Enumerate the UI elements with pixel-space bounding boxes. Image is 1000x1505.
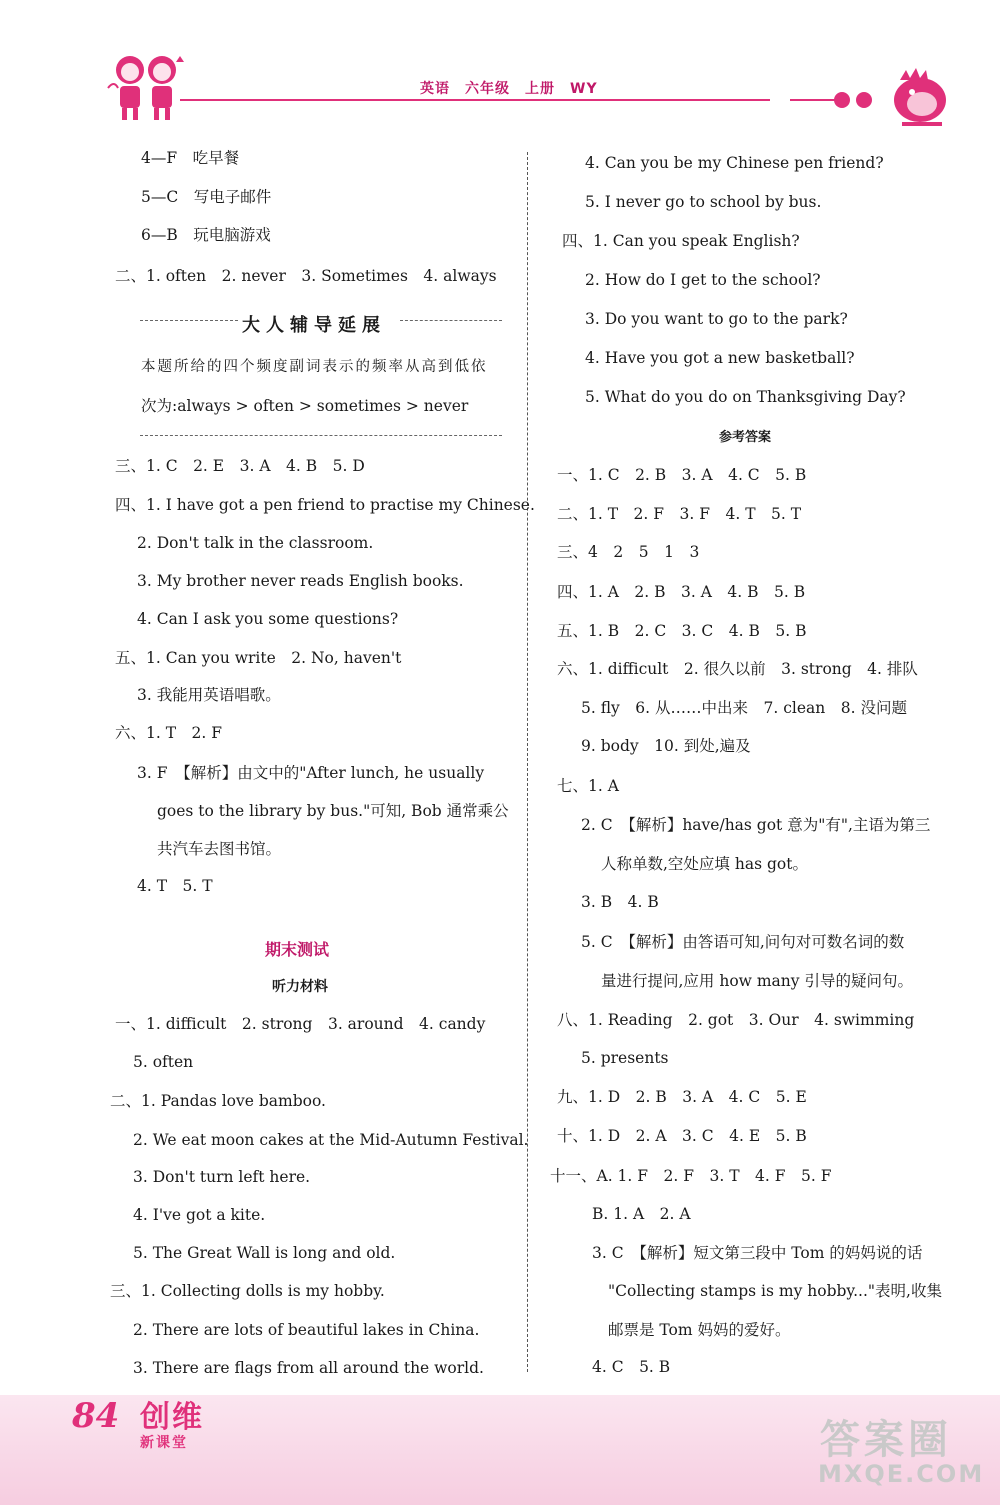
answer-line: 三、1. C 2. E 3. A 4. B 5. D	[115, 457, 365, 475]
brand-logo: 创维	[140, 1400, 204, 1435]
watermark-url: MXQE.COM	[818, 1460, 985, 1488]
answer-line: 3. Don't turn left here.	[133, 1168, 311, 1186]
answer-line: 4. Have you got a new basketball?	[585, 349, 855, 367]
answer-line: 邮票是 Tom 妈妈的爱好。	[608, 1321, 791, 1339]
answer-line: 2. Don't talk in the classroom.	[137, 534, 374, 552]
answer-line: 四、1. Can you speak English?	[562, 232, 800, 250]
answer-line: 四、1. I have got a pen friend to practise my Chinese.	[115, 496, 535, 514]
answer-line: 三、1. Collecting dolls is my hobby.	[110, 1282, 385, 1300]
answer-line: 9. body 10. 到处,遍及	[581, 737, 751, 755]
answer-line: 4. T 5. T	[137, 877, 213, 895]
answer-line: 三、4 2 5 1 3	[557, 543, 700, 561]
header-rule	[180, 99, 770, 101]
extension-text: 次为:always > often > sometimes > never	[141, 397, 469, 415]
extension-title: 大人辅导延展	[242, 315, 386, 336]
answer-line: 八、1. Reading 2. got 3. Our 4. swimming	[557, 1011, 915, 1029]
answer-line: 3. 我能用英语唱歌。	[137, 686, 281, 704]
answer-line: 2. There are lots of beautiful lakes in China.	[133, 1321, 480, 1339]
answer-line: 5. What do you do on Thanksgiving Day?	[585, 388, 906, 406]
answer-line: 5. presents	[581, 1049, 669, 1067]
answer-line: "Collecting stamps is my hobby..."表明,收集	[608, 1282, 942, 1300]
kids-logo-icon	[100, 48, 195, 123]
answer-line: 5—C 写电子邮件	[141, 188, 272, 206]
answer-line: 5. C 【解析】由答语可知,问句对可数名词的数	[581, 933, 905, 951]
answer-line: 人称单数,空处应填 has got。	[601, 855, 808, 873]
answer-line: 4. Can I ask you some questions?	[137, 610, 399, 628]
answer-line: 5. The Great Wall is long and old.	[133, 1244, 396, 1262]
answer-line: 5. often	[133, 1053, 194, 1071]
extension-text: 本题所给的四个频度副词表示的频率从高到低依	[141, 359, 488, 375]
answer-line: 4. I've got a kite.	[133, 1206, 266, 1224]
answers-title: 参考答案	[719, 430, 772, 445]
answer-line: 一、1. C 2. B 3. A 4. C 5. B	[557, 466, 807, 484]
answer-line: 4. C 5. B	[592, 1358, 671, 1376]
brand-subtitle: 新课堂	[140, 1435, 188, 1451]
answer-line: 五、1. Can you write 2. No, haven't	[115, 649, 402, 667]
header-title: 英语 六年级 上册 WY	[420, 81, 598, 97]
listening-title: 听力材料	[272, 979, 328, 995]
answer-line: 6—B 玩电脑游戏	[141, 226, 271, 244]
answer-line: 3. B 4. B	[581, 893, 659, 911]
answer-line: 十一、A. 1. F 2. F 3. T 4. F 5. F	[550, 1167, 832, 1185]
answer-line: 3. C 【解析】短文第三段中 Tom 的妈妈说的话	[592, 1244, 923, 1262]
answer-line: 二、1. T 2. F 3. F 4. T 5. T	[557, 505, 802, 523]
answer-line: B. 1. A 2. A	[592, 1205, 691, 1223]
answer-line: 4—F 吃早餐	[141, 149, 240, 167]
answer-line: 五、1. B 2. C 3. C 4. B 5. B	[557, 622, 807, 640]
answer-line: 九、1. D 2. B 3. A 4. C 5. E	[557, 1088, 807, 1106]
answer-line: 一、1. difficult 2. strong 3. around 4. candy	[115, 1015, 486, 1033]
answer-line: 共汽车去图书馆。	[157, 840, 282, 858]
answer-line: 3. There are flags from all around the world.	[133, 1359, 484, 1377]
answer-line: 四、1. A 2. B 3. A 4. B 5. B	[557, 583, 806, 601]
answer-line: 4. Can you be my Chinese pen friend?	[585, 154, 884, 172]
answer-line: 六、1. T 2. F	[115, 724, 223, 742]
answer-line: 3. F 【解析】由文中的"After lunch, he usually	[137, 764, 485, 782]
watermark-text: 答案圈	[820, 1417, 952, 1463]
answer-line: 3. Do you want to go to the park?	[585, 310, 848, 328]
answer-line: 5. I never go to school by bus.	[585, 193, 822, 211]
answer-line: 二、1. Pandas love bamboo.	[110, 1092, 326, 1110]
dashed-rule	[140, 435, 502, 436]
answer-line: 5. fly 6. 从……中出来 7. clean 8. 没问题	[581, 699, 907, 717]
answer-line: 六、1. difficult 2. 很久以前 3. strong 4. 排队	[557, 660, 918, 678]
column-divider	[527, 152, 528, 1372]
answer-line: 量进行提问,应用 how many 引导的疑问句。	[601, 972, 913, 990]
page-number: 84	[72, 1396, 120, 1436]
star-dots-chick-icon	[830, 62, 960, 132]
answer-line: 七、1. A	[557, 777, 619, 795]
answer-line: goes to the library by bus."可知, Bob 通常乘公	[157, 802, 509, 820]
answer-line: 2. How do I get to the school?	[585, 271, 821, 289]
dashed-rule	[140, 320, 238, 321]
answer-line: 3. My brother never reads English books.	[137, 572, 464, 590]
answer-line: 2. We eat moon cakes at the Mid-Autumn Festival.	[133, 1131, 529, 1149]
final-test-title: 期末测试	[265, 940, 330, 959]
answer-line: 十、1. D 2. A 3. C 4. E 5. B	[557, 1127, 807, 1145]
dashed-rule	[400, 320, 502, 321]
answer-line: 2. C 【解析】have/has got 意为"有",主语为第三	[581, 816, 931, 834]
answer-line: 二、1. often 2. never 3. Sometimes 4. always	[115, 267, 497, 285]
